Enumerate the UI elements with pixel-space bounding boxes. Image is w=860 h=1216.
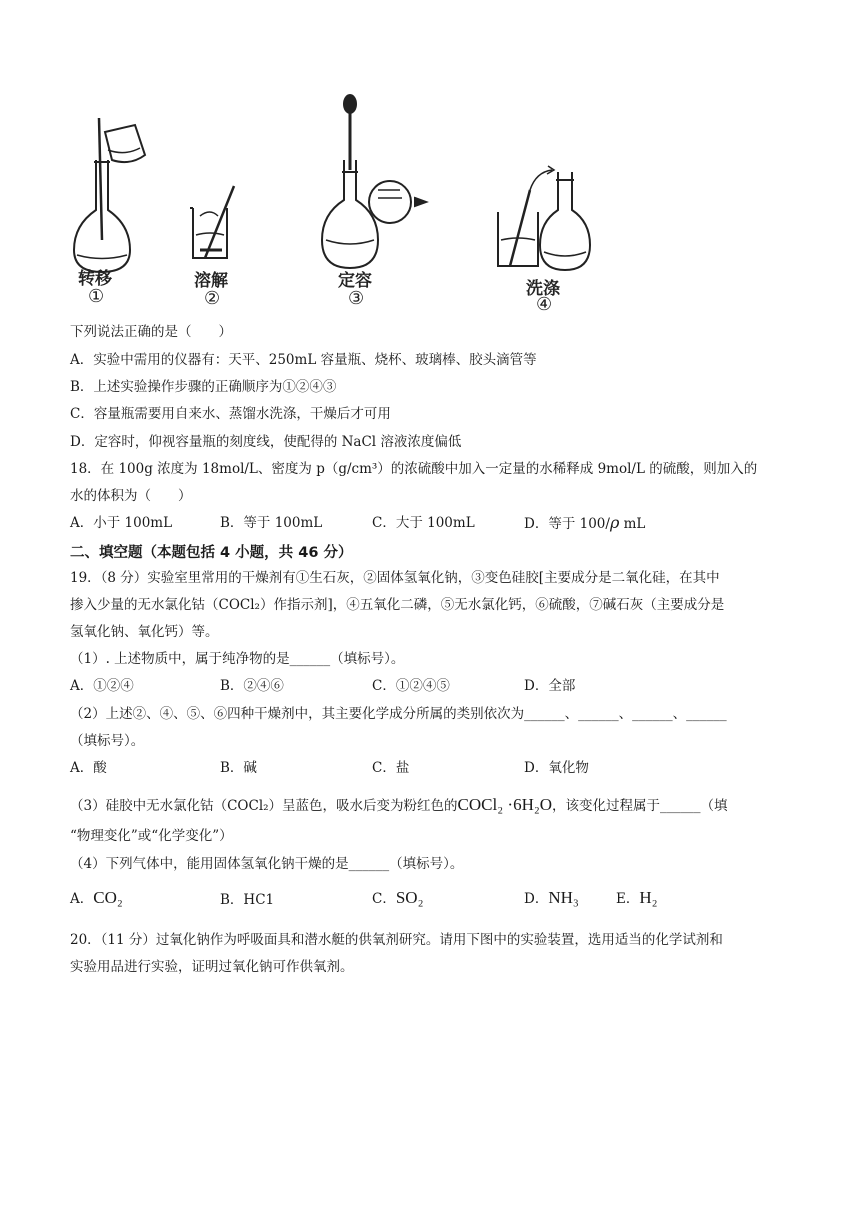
step-label-fix-volume: 定容 (338, 271, 372, 291)
q20-stem-line2: 实验用品进行实验，证明过氧化钠可作供氧剂。 (70, 959, 354, 975)
q19-part1-option-c: C．①②④⑤ (372, 678, 450, 694)
q19-part2-option-d: D．氧化物 (524, 760, 589, 776)
q19-part2-option-b: B．碱 (220, 760, 257, 776)
co2-formula: CO₂ (93, 888, 123, 907)
so2-formula: SO₂ (395, 888, 424, 907)
q19-part4-option-c (372, 888, 424, 909)
q18-option-c: C．大于 100mL (372, 515, 475, 531)
q19-part1-option-a: A．①②④ (70, 678, 134, 694)
q19-part1-option-d: D．全部 (524, 678, 576, 694)
q18-option-b: B．等于 100mL (220, 515, 323, 531)
q19-part1-option-b: B．②④⑥ (220, 678, 284, 694)
q17-prompt: 下列说法正确的是（ ） (70, 324, 232, 340)
step-label-dissolve: 溶解 (194, 271, 228, 291)
q17-option-d: D．定容时，仰视容量瓶的刻度线，使配得的 NaCl 溶液浓度偏低 (70, 434, 462, 450)
q19-part4-option-d (524, 888, 579, 909)
q19-part3-line2: “物理变化”或“化学变化”） (70, 828, 233, 844)
transfer-apparatus-icon (74, 118, 145, 272)
nh3-formula: NH₃ (548, 888, 579, 907)
q18-option-d (524, 513, 645, 534)
q19-part2-option-a: A．酸 (70, 760, 107, 776)
q18-stem-line2: 水的体积为（ ） (70, 488, 192, 504)
q19-part2-line2: （填标号）。 (70, 733, 145, 749)
dissolve-apparatus-icon (190, 186, 234, 258)
step-number-1: ① (88, 286, 105, 307)
apparatus-drawing (60, 90, 600, 320)
step-number-4: ④ (536, 294, 553, 315)
q19-part2-option-c: C．盐 (372, 760, 410, 776)
fix-volume-apparatus-icon (322, 95, 426, 268)
q19-part3-line1 (70, 795, 728, 816)
q19-stem-line2: 掺入少量的无水氯化钴（COCl₂）作指示剂]，④五氧化二磷，⑤无水氯化钙，⑥硫酸，⑦碱石灰（主要成分是 (70, 597, 725, 613)
q19-part3-prefix: （3）硅胶中无水氯化钴（COCl₂）呈蓝色，吸水后变为粉红色的 (70, 798, 458, 814)
q19-part4-option-a (70, 888, 123, 909)
section-heading: 二、填空题（本题包括 4 小题，共 46 分） (70, 545, 353, 561)
q17-option-c: C．容量瓶需要用自来水、蒸馏水洗涤，干燥后才可用 (70, 406, 391, 422)
q18-option-d-prefix: D．等于 100/ (524, 516, 610, 532)
q19-part2-line1: （2）上述②、④、⑤、⑥四种干燥剂中，其主要化学成分所属的类别依次为______、______、______、______ (70, 706, 727, 722)
option-d-prefix: D． (524, 891, 549, 907)
step-number-2: ② (204, 288, 221, 309)
wash-apparatus-icon (498, 166, 590, 270)
q18-stem-line1: 18．在 100g 浓度为 18mol/L、密度为 p（g/cm³）的浓硫酸中加入一定量的水稀释成 9mol/L 的硫酸，则加入的 (70, 461, 758, 477)
lab-procedure-figure (60, 90, 600, 320)
q20-stem-line1: 20．（11 分）过氧化钠作为呼吸面具和潜水艇的供氧剂研究。请用下图中的实验装置，选用适当的化学试剂和 (70, 932, 723, 948)
q19-part3-suffix: ，该变化过程属于______（填 (552, 798, 728, 814)
step-label-transfer: 转移 (78, 269, 112, 289)
q17-option-b: B．上述实验操作步骤的正确顺序为①②④③ (70, 379, 337, 395)
q17-option-a: A．实验中需用的仪器有：天平、250mL 容量瓶、烧杯、玻璃棒、胶头滴管等 (70, 352, 537, 368)
option-e-prefix: E． (616, 891, 640, 907)
q18-option-d-unit: mL (619, 516, 646, 532)
step-number-3: ③ (348, 288, 365, 309)
q18-option-a: A．小于 100mL (70, 515, 173, 531)
step-label-wash: 洗涤 (526, 279, 560, 299)
q19-part4-option-e (616, 888, 658, 909)
cobalt-chloride-hydrate-formula: COCl₂ ·6H₂O (457, 795, 553, 814)
option-a-prefix: A． (70, 891, 94, 907)
q19-part4: （4）下列气体中，能用固体氢氧化钠干燥的是______（填标号）。 (70, 856, 464, 872)
option-c-prefix: C． (372, 891, 396, 907)
q19-stem-line3: 氢氧化钠、氧化钙）等。 (70, 624, 219, 640)
q19-stem-line1: 19．（8 分）实验室里常用的干燥剂有①生石灰，②固体氢氧化钠，③变色硅胶[主要成分是二氧化硅，在其中 (70, 570, 720, 586)
q19-part1: （1）. 上述物质中，属于纯净物的是______（填标号）。 (70, 651, 405, 667)
rho-symbol: ρ (609, 513, 620, 532)
h2-formula: H₂ (639, 888, 658, 907)
q19-part4-option-b: B．HC1 (220, 892, 275, 908)
